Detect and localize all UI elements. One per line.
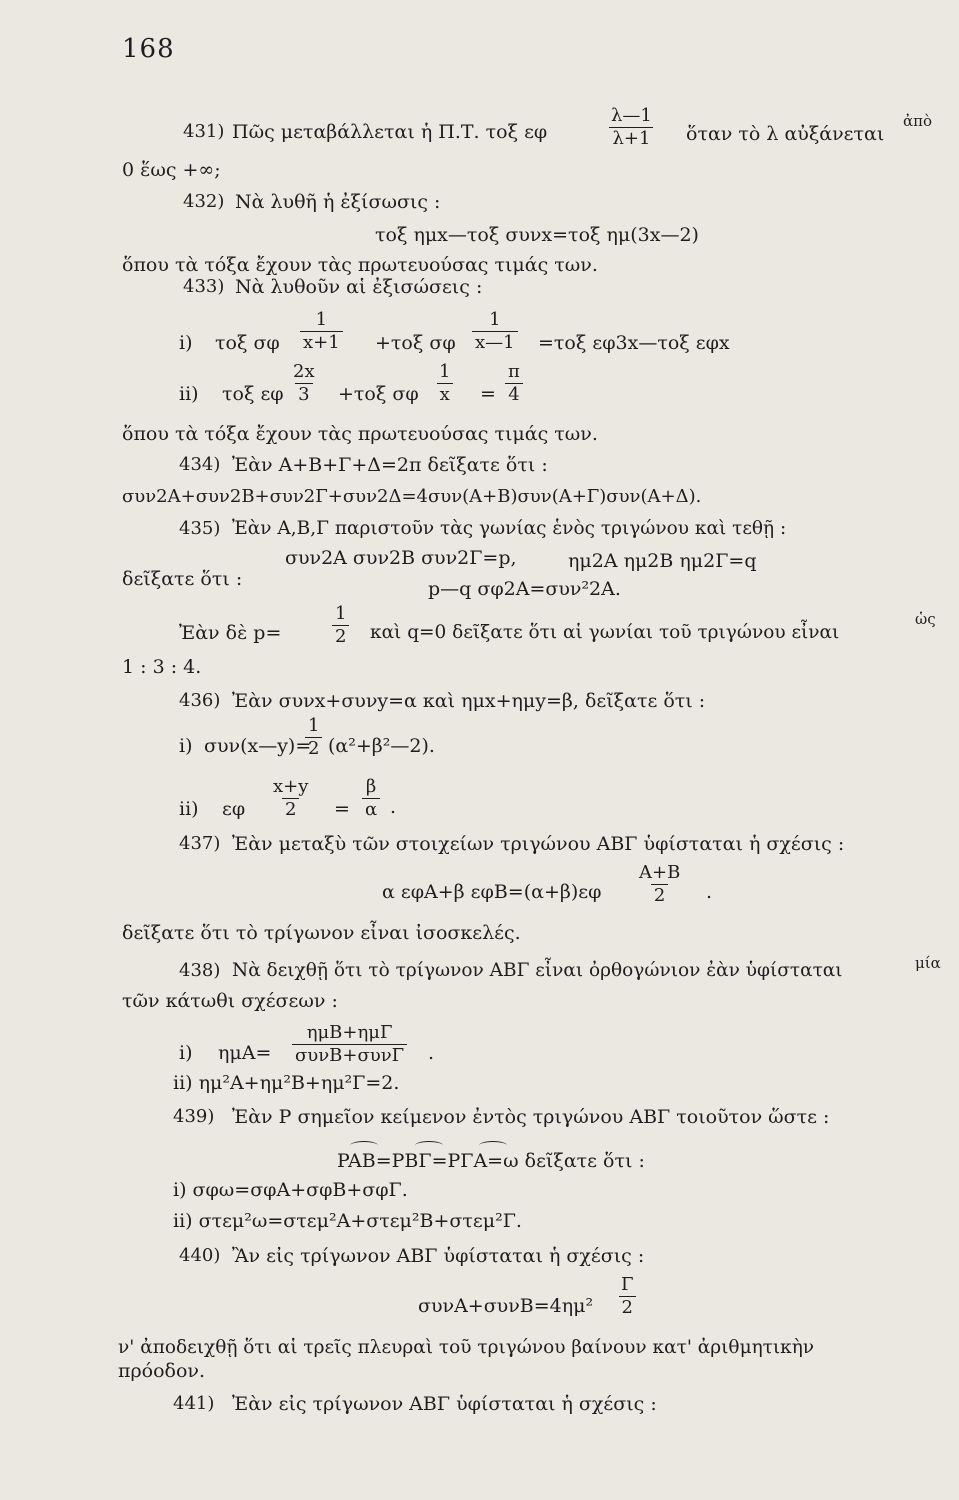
fraction xyxy=(305,716,322,759)
problem-436-text: Ἐὰν συνx+συνy=α καὶ ημx+ημy=β, δεῖξατε ὅτι : xyxy=(232,690,706,712)
problem-440-conclusion-line2: πρόοδον. xyxy=(118,1360,206,1382)
angle-arc-mark xyxy=(350,1141,378,1150)
fraction-numerator: π xyxy=(508,361,520,382)
fraction xyxy=(618,1275,637,1318)
problem-438-text: Νὰ δειχθῇ ὅτι τὸ τρίγωνον ΑΒΓ εἶναι ὀρθογώνιον ἐὰν ὑφίσταται xyxy=(232,960,843,981)
margin-note: ἀπὸ xyxy=(903,112,933,130)
problem-431-line2: 0 ἕως +∞; xyxy=(122,159,221,181)
fraction-denominator: 2 xyxy=(651,884,668,906)
problem-431-fraction xyxy=(608,106,655,149)
equation-term: τοξ σφ xyxy=(215,332,280,354)
problem-436-number: 436) xyxy=(179,690,221,711)
fraction-numerator: 1 xyxy=(439,361,451,382)
equation-term: τοξ εφ xyxy=(222,383,284,405)
problem-440-conclusion: ν' ἀποδειχθῇ ὅτι αἱ τρεῖς πλευραὶ τοῦ τριγώνου βαίνουν κατ' ἀριθμητικὴν xyxy=(118,1337,815,1358)
fraction-denominator: 4 xyxy=(505,383,522,405)
fraction-denominator: 2 xyxy=(619,1296,636,1318)
equation-term: συν(x—y)= xyxy=(204,735,312,757)
angle-arc-mark xyxy=(479,1141,507,1150)
part-i-label: i) xyxy=(179,735,193,757)
fraction-denominator: λ+1 xyxy=(609,127,653,149)
fraction-numerator: λ—1 xyxy=(611,105,652,126)
problem-439-equation: PAB=PBΓ=PΓA=ω δεῖξατε ὅτι : xyxy=(337,1150,645,1172)
equation-term: εφ xyxy=(222,798,246,820)
equation-term: . xyxy=(428,1042,435,1064)
problem-431-tail: ὅταν τὸ λ αὐξάνεται xyxy=(686,123,885,145)
problem-435-if-tail: καὶ q=0 δεῖξατε ὅτι αἱ γωνίαι τοῦ τριγώνου εἶναι xyxy=(370,622,840,643)
problem-438-line2: τῶν κάτωθι σχέσεων : xyxy=(122,990,338,1012)
equation-term: = xyxy=(334,798,350,820)
problem-440-equation: συνA+συνB=4ημ² xyxy=(418,1295,594,1317)
part-ii-label: ii) xyxy=(179,798,199,820)
fraction-denominator: 2 xyxy=(332,625,349,647)
fraction-denominator: συνB+συνΓ xyxy=(292,1044,407,1066)
fraction xyxy=(636,863,683,906)
problem-435-ratio: 1 : 3 : 4. xyxy=(122,656,202,678)
fraction xyxy=(300,310,343,353)
equation-term: +τοξ σφ xyxy=(338,383,419,405)
fraction xyxy=(332,604,349,647)
problem-435-show: δεῖξατε ὅτι : xyxy=(122,568,243,590)
problem-433-text: Νὰ λυθοῦν αἱ ἐξισώσεις : xyxy=(235,276,483,298)
fraction-denominator: x+1 xyxy=(300,331,343,353)
fraction xyxy=(436,362,453,405)
problem-439-number: 439) xyxy=(173,1106,215,1127)
page-number: 168 xyxy=(122,34,175,64)
problem-437-number: 437) xyxy=(179,833,221,854)
part-i-label: i) xyxy=(179,1042,193,1064)
problem-435-number: 435) xyxy=(179,518,221,539)
problem-437-conclusion: δεῖξατε ὅτι τὸ τρίγωνον εἶναι ἰσοσκελές. xyxy=(122,922,521,944)
fraction-numerator: Γ xyxy=(621,1274,634,1295)
problem-440-number: 440) xyxy=(179,1245,221,1266)
problem-439-ii: ii) στεμ²ω=στεμ²A+στεμ²B+στεμ²Γ. xyxy=(173,1210,522,1232)
problem-438-ii: ii) ημ²A+ημ²B+ημ²Γ=2. xyxy=(173,1072,400,1094)
fraction-denominator: x—1 xyxy=(472,331,518,353)
problem-431-text: Πῶς μεταβάλλεται ἡ Π.Τ. τοξ εφ xyxy=(232,121,548,143)
problem-432-equation: τοξ ημx—τοξ συνx=τοξ ημ(3x—2) xyxy=(375,224,699,246)
fraction-numerator: 1 xyxy=(489,309,501,330)
problem-438-number: 438) xyxy=(179,960,221,981)
problem-439-text: Ἐὰν P σημεῖον κείμενον ἐντὸς τριγώνου ΑΒΓ τοιοῦτον ὥστε : xyxy=(232,1106,830,1128)
equation-term: . xyxy=(390,796,397,818)
problem-440-text: Ἂν εἰς τρίγωνον ΑΒΓ ὑφίσταται ἡ σχέσις : xyxy=(232,1245,645,1267)
problem-432-number: 432) xyxy=(183,191,225,212)
problem-432-text: Νὰ λυθῆ ἡ ἐξίσωσις : xyxy=(235,191,441,213)
fraction-denominator: 2 xyxy=(282,798,299,820)
margin-note: ὡς xyxy=(915,610,936,628)
fraction-denominator: 2 xyxy=(305,737,322,759)
fraction xyxy=(292,1023,407,1066)
problem-431-number: 431) xyxy=(183,121,225,142)
problem-441-text: Ἐὰν εἰς τρίγωνον ΑΒΓ ὑφίσταται ἡ σχέσις : xyxy=(232,1393,657,1415)
problem-437-text: Ἐὰν μεταξὺ τῶν στοιχείων τριγώνου ΑΒΓ ὑφίσταται ἡ σχέσις : xyxy=(232,833,845,855)
problem-437-equation: α εφA+β εφB=(α+β)εφ xyxy=(382,881,602,903)
fraction-denominator: x xyxy=(437,383,453,405)
fraction-denominator: α xyxy=(362,798,380,820)
fraction-numerator: x+y xyxy=(273,776,309,797)
fraction xyxy=(290,362,318,405)
problem-441-number: 441) xyxy=(173,1393,215,1414)
fraction xyxy=(472,310,518,353)
problem-435-text: Ἐὰν A,B,Γ παριστοῦν τὰς γωνίας ἑνὸς τριγώνου καὶ τεθῇ : xyxy=(232,518,787,539)
fraction-numerator: β xyxy=(365,776,377,797)
fraction-denominator: 3 xyxy=(295,383,312,405)
fraction-numerator: 1 xyxy=(315,309,328,330)
equation-term: =τοξ εφ3x—τοξ εφx xyxy=(538,332,730,354)
problem-435-if: Ἐὰν δὲ p= xyxy=(179,622,282,644)
problem-432-note: ὅπου τὰ τόξα ἔχουν τὰς πρωτευούσας τιμάς των. xyxy=(122,254,598,276)
equation-term: . xyxy=(706,881,713,903)
margin-note: μία xyxy=(915,954,941,972)
fraction xyxy=(270,777,311,820)
problem-434-text: Ἐὰν A+B+Γ+Δ=2π δεῖξατε ὅτι : xyxy=(232,454,548,476)
part-ii-label: ii) xyxy=(179,383,199,405)
problem-435-eq2: ημ2A ημ2B ημ2Γ=q xyxy=(568,550,757,572)
problem-434-equation: συν2A+συν2B+συν2Γ+συν2Δ=4συν(A+B)συν(A+Γ)συν(A+Δ). xyxy=(122,486,702,507)
equation-term: +τοξ σφ xyxy=(375,332,456,354)
fraction-numerator: 2x xyxy=(293,361,315,382)
angle-arc-mark xyxy=(415,1141,443,1150)
problem-433-note: ὅπου τὰ τόξα ἔχουν τὰς πρωτευούσας τιμάς των. xyxy=(122,423,598,445)
equation-term: = xyxy=(480,383,496,405)
problem-439-i: i) σφω=σφA+σφB+σφΓ. xyxy=(173,1179,408,1201)
problem-434-number: 434) xyxy=(179,454,221,475)
problem-435-eq3: p—q σφ2A=συν²2A. xyxy=(428,578,621,600)
equation-term: ημA= xyxy=(218,1042,272,1064)
fraction-numerator: A+B xyxy=(639,862,681,883)
problem-433-number: 433) xyxy=(183,276,225,297)
fraction-numerator: ημB+ημΓ xyxy=(306,1022,393,1043)
fraction xyxy=(505,362,523,405)
fraction-numerator: 1 xyxy=(308,715,320,736)
fraction xyxy=(362,777,380,820)
equation-term: (α²+β²—2). xyxy=(328,735,435,757)
fraction-numerator: 1 xyxy=(335,603,347,624)
part-i-label: i) xyxy=(179,332,193,354)
problem-435-eq1: συν2A συν2B συν2Γ=p, xyxy=(285,547,517,569)
